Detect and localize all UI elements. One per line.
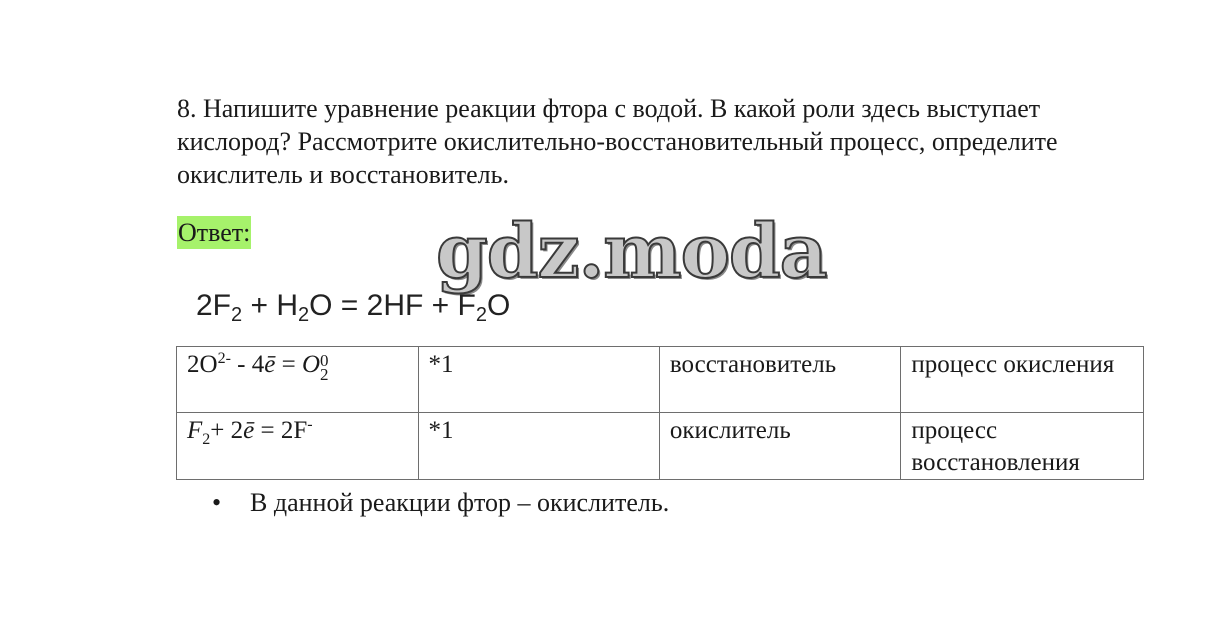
question-text: 8. Напишите уравнение реакции фтора с водой. В какой роли здесь выступает кислород? Рассмотрите окислительно-восстановительный процесс, определите окислитель и восстановитель. [177, 94, 1058, 189]
equation-part: + H [242, 289, 298, 322]
reaction-equation [196, 286, 510, 326]
charge-superscript: - [307, 416, 313, 433]
charge-superscript: 2- [217, 350, 231, 367]
oxidation-state-superscript: 0 [320, 351, 329, 370]
atom-count-subscript: 2 [320, 365, 329, 384]
coefficient-cell: *1 [418, 347, 659, 413]
process-cell: процесс окисления [901, 347, 1144, 413]
half-reaction-text: = 2F [254, 417, 308, 444]
bullet-icon: • [212, 488, 222, 517]
half-reaction-text: + 2 [210, 417, 244, 444]
table-row [177, 413, 1144, 480]
redox-table [176, 346, 1144, 480]
equation-part: O = 2HF + F [309, 289, 476, 322]
equation-subscript: 2 [475, 304, 487, 326]
equation-part: O [486, 289, 511, 322]
half-reaction-cell [177, 347, 419, 413]
index-stack [320, 351, 329, 384]
atom-count-subscript: 2 [202, 431, 211, 448]
electron-symbol: ē [264, 351, 276, 378]
answer-label: Ответ: [178, 218, 251, 247]
half-reaction-text: - 4 [230, 351, 265, 378]
equation-subscript: 2 [298, 304, 310, 326]
half-reaction-cell [177, 413, 419, 480]
bullet-text: В данной реакции фтор – окислитель. [250, 488, 670, 517]
role-cell: восстановитель [659, 347, 901, 413]
half-reaction-text: F [187, 417, 203, 444]
watermark-logo: gdz.moda [436, 209, 827, 295]
half-reaction-text: O [301, 351, 320, 378]
half-reaction-text: 2O [187, 351, 218, 378]
equation-subscript: 2 [231, 304, 243, 326]
coefficient-cell: *1 [418, 413, 659, 480]
electron-symbol: ē [243, 417, 255, 444]
role-cell: окислитель [659, 413, 901, 480]
process-cell: процесс восстановления [901, 413, 1144, 480]
half-reaction-text: = [275, 351, 302, 378]
bullet-list-item [212, 486, 669, 519]
table-row [177, 347, 1144, 413]
equation-part: 2F [196, 289, 232, 322]
